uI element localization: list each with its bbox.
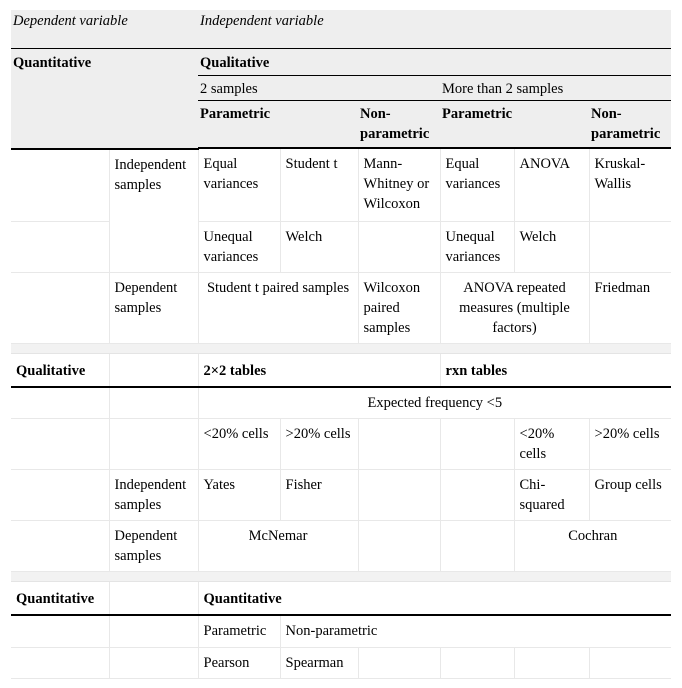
section-separator — [11, 343, 671, 353]
corr-section-row — [11, 582, 671, 616]
section-separator — [11, 572, 671, 582]
welch-cell-b: Welch — [514, 221, 589, 272]
corr-test-row — [11, 647, 671, 678]
more-samples-label: More than 2 samples — [440, 75, 671, 100]
empty-cell — [11, 419, 109, 470]
empty-cell — [358, 221, 440, 272]
tables-rxn-label: rxn tables — [440, 353, 671, 387]
corr-dependent-label: Quantitative — [11, 582, 109, 616]
expected-frequency-cell: Expected frequency <5 — [198, 387, 671, 419]
empty-cell — [11, 470, 109, 521]
empty-cell — [109, 353, 198, 387]
empty-cell — [11, 387, 109, 419]
dependent-variable-header: Dependent variable — [11, 10, 198, 48]
kruskal-wallis-cell: Kruskal-Wallis — [589, 149, 671, 221]
nonparametric-label-b: Non-parametric — [589, 100, 671, 148]
independent-samples-label-2: Independent samples — [109, 470, 198, 521]
student-t-paired-cell: Student t paired samples — [198, 272, 358, 343]
empty-cell — [589, 221, 671, 272]
quant-empty-col — [109, 48, 198, 149]
nonparametric-label-a: Non-parametric — [358, 100, 440, 148]
independent-variable-header: Independent variable — [198, 10, 671, 48]
qual-independent-row — [11, 470, 671, 521]
empty-cell — [440, 470, 514, 521]
empty-cell — [11, 221, 109, 272]
header-row — [11, 10, 671, 48]
chi-squared-cell: Chi-squared — [514, 470, 589, 521]
fisher-cell: Fisher — [280, 470, 358, 521]
lt20-cells-cell-b: <20% cells — [514, 419, 589, 470]
two-samples-label: 2 samples — [198, 75, 440, 100]
expected-frequency-row — [11, 387, 671, 419]
empty-cell — [358, 647, 440, 678]
spearman-cell: Spearman — [280, 647, 358, 678]
qual-dependent-row — [11, 521, 671, 572]
dependent-samples-row — [11, 272, 671, 343]
qual-section-row — [11, 353, 671, 387]
gt20-cells-cell: >20% cells — [280, 419, 358, 470]
empty-cell — [358, 521, 440, 572]
group-cells-cell: Group cells — [589, 470, 671, 521]
parametric-cell: Parametric — [198, 615, 280, 647]
empty-cell — [11, 647, 109, 678]
equal-variances-cell: Equal variances — [198, 149, 280, 221]
empty-cell — [440, 419, 514, 470]
empty-cell — [440, 647, 514, 678]
pearson-cell: Pearson — [198, 647, 280, 678]
empty-cell — [11, 149, 109, 221]
independent-samples-label: Independent samples — [109, 149, 198, 272]
quant-section-row — [11, 48, 671, 75]
qual-dependent-label: Qualitative — [11, 353, 109, 387]
friedman-cell: Friedman — [589, 272, 671, 343]
yates-cell: Yates — [198, 470, 280, 521]
empty-cell — [440, 521, 514, 572]
corr-independent-label: Quantitative — [198, 582, 671, 616]
empty-cell — [109, 387, 198, 419]
nonparametric-cell: Non-parametric — [280, 615, 671, 647]
empty-cell — [109, 419, 198, 470]
empty-cell — [358, 419, 440, 470]
student-t-cell: Student t — [280, 149, 358, 221]
wilcoxon-paired-cell: Wilcoxon paired samples — [358, 272, 440, 343]
unequal-variances-cell: Unequal variances — [198, 221, 280, 272]
parametric-label-b: Parametric — [440, 100, 589, 148]
tables-2x2-label: 2×2 tables — [198, 353, 440, 387]
independent-samples-row — [11, 149, 671, 221]
empty-cell — [11, 615, 109, 647]
equal-variances-cell-b: Equal variances — [440, 149, 514, 221]
gt20-cells-cell-b: >20% cells — [589, 419, 671, 470]
empty-cell — [11, 521, 109, 572]
empty-cell — [109, 582, 198, 616]
quant-dependent-label: Quantitative — [11, 48, 109, 149]
empty-cell — [589, 647, 671, 678]
empty-cell — [109, 647, 198, 678]
mann-whitney-cell: Mann-Whitney or Wilcoxon — [358, 149, 440, 221]
anova-cell: ANOVA — [514, 149, 589, 221]
lt20-cells-cell: <20% cells — [198, 419, 280, 470]
empty-cell — [109, 615, 198, 647]
dependent-samples-label-2: Dependent samples — [109, 521, 198, 572]
anova-repeated-cell: ANOVA repeated measures (multiple factors) — [440, 272, 589, 343]
dependent-samples-label: Dependent samples — [109, 272, 198, 343]
welch-cell: Welch — [280, 221, 358, 272]
cells-percent-row — [11, 419, 671, 470]
quant-independent-label: Qualitative — [198, 48, 671, 75]
empty-cell — [11, 272, 109, 343]
mcnemar-cell: McNemar — [198, 521, 358, 572]
empty-cell — [358, 470, 440, 521]
statistical-tests-table — [11, 10, 671, 679]
corr-type-row — [11, 615, 671, 647]
parametric-label-a: Parametric — [198, 100, 358, 148]
cochran-cell: Cochran — [514, 521, 671, 572]
empty-cell — [514, 647, 589, 678]
unequal-variances-cell-b: Unequal variances — [440, 221, 514, 272]
